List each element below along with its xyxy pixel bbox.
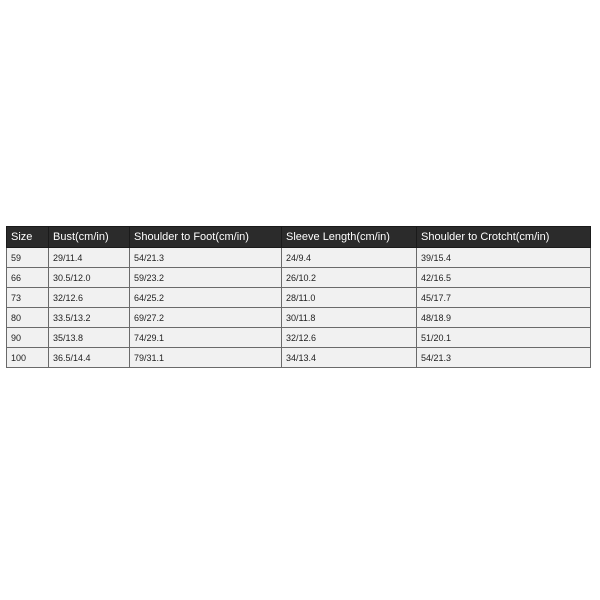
cell-shoulder-to-foot: 74/29.1 [130,328,282,348]
cell-shoulder-to-crotch: 51/20.1 [417,328,591,348]
cell-shoulder-to-crotch: 42/16.5 [417,268,591,288]
cell-size: 66 [7,268,49,288]
size-chart-table [6,226,591,368]
cell-size: 90 [7,328,49,348]
table-row [7,348,591,368]
table-row [7,248,591,268]
cell-sleeve-length: 28/11.0 [282,288,417,308]
cell-bust: 29/11.4 [49,248,130,268]
cell-sleeve-length: 34/13.4 [282,348,417,368]
cell-size: 59 [7,248,49,268]
cell-shoulder-to-foot: 79/31.1 [130,348,282,368]
table-row [7,268,591,288]
header-bust: Bust(cm/in) [49,227,130,248]
header-sleeve-length: Sleeve Length(cm/in) [282,227,417,248]
cell-sleeve-length: 30/11.8 [282,308,417,328]
cell-sleeve-length: 26/10.2 [282,268,417,288]
cell-sleeve-length: 32/12.6 [282,328,417,348]
cell-bust: 33.5/13.2 [49,308,130,328]
cell-sleeve-length: 24/9.4 [282,248,417,268]
cell-shoulder-to-foot: 64/25.2 [130,288,282,308]
cell-shoulder-to-crotch: 39/15.4 [417,248,591,268]
cell-shoulder-to-crotch: 54/21.3 [417,348,591,368]
header-shoulder-to-crotch: Shoulder to Crotcht(cm/in) [417,227,591,248]
table-header-row [7,227,591,248]
cell-shoulder-to-crotch: 48/18.9 [417,308,591,328]
cell-bust: 36.5/14.4 [49,348,130,368]
cell-shoulder-to-crotch: 45/17.7 [417,288,591,308]
table-row [7,328,591,348]
cell-shoulder-to-foot: 59/23.2 [130,268,282,288]
cell-bust: 32/12.6 [49,288,130,308]
cell-shoulder-to-foot: 54/21.3 [130,248,282,268]
cell-size: 73 [7,288,49,308]
cell-shoulder-to-foot: 69/27.2 [130,308,282,328]
table-row [7,288,591,308]
cell-size: 80 [7,308,49,328]
header-shoulder-to-foot: Shoulder to Foot(cm/in) [130,227,282,248]
cell-bust: 30.5/12.0 [49,268,130,288]
cell-bust: 35/13.8 [49,328,130,348]
cell-size: 100 [7,348,49,368]
header-size: Size [7,227,49,248]
table-row [7,308,591,328]
